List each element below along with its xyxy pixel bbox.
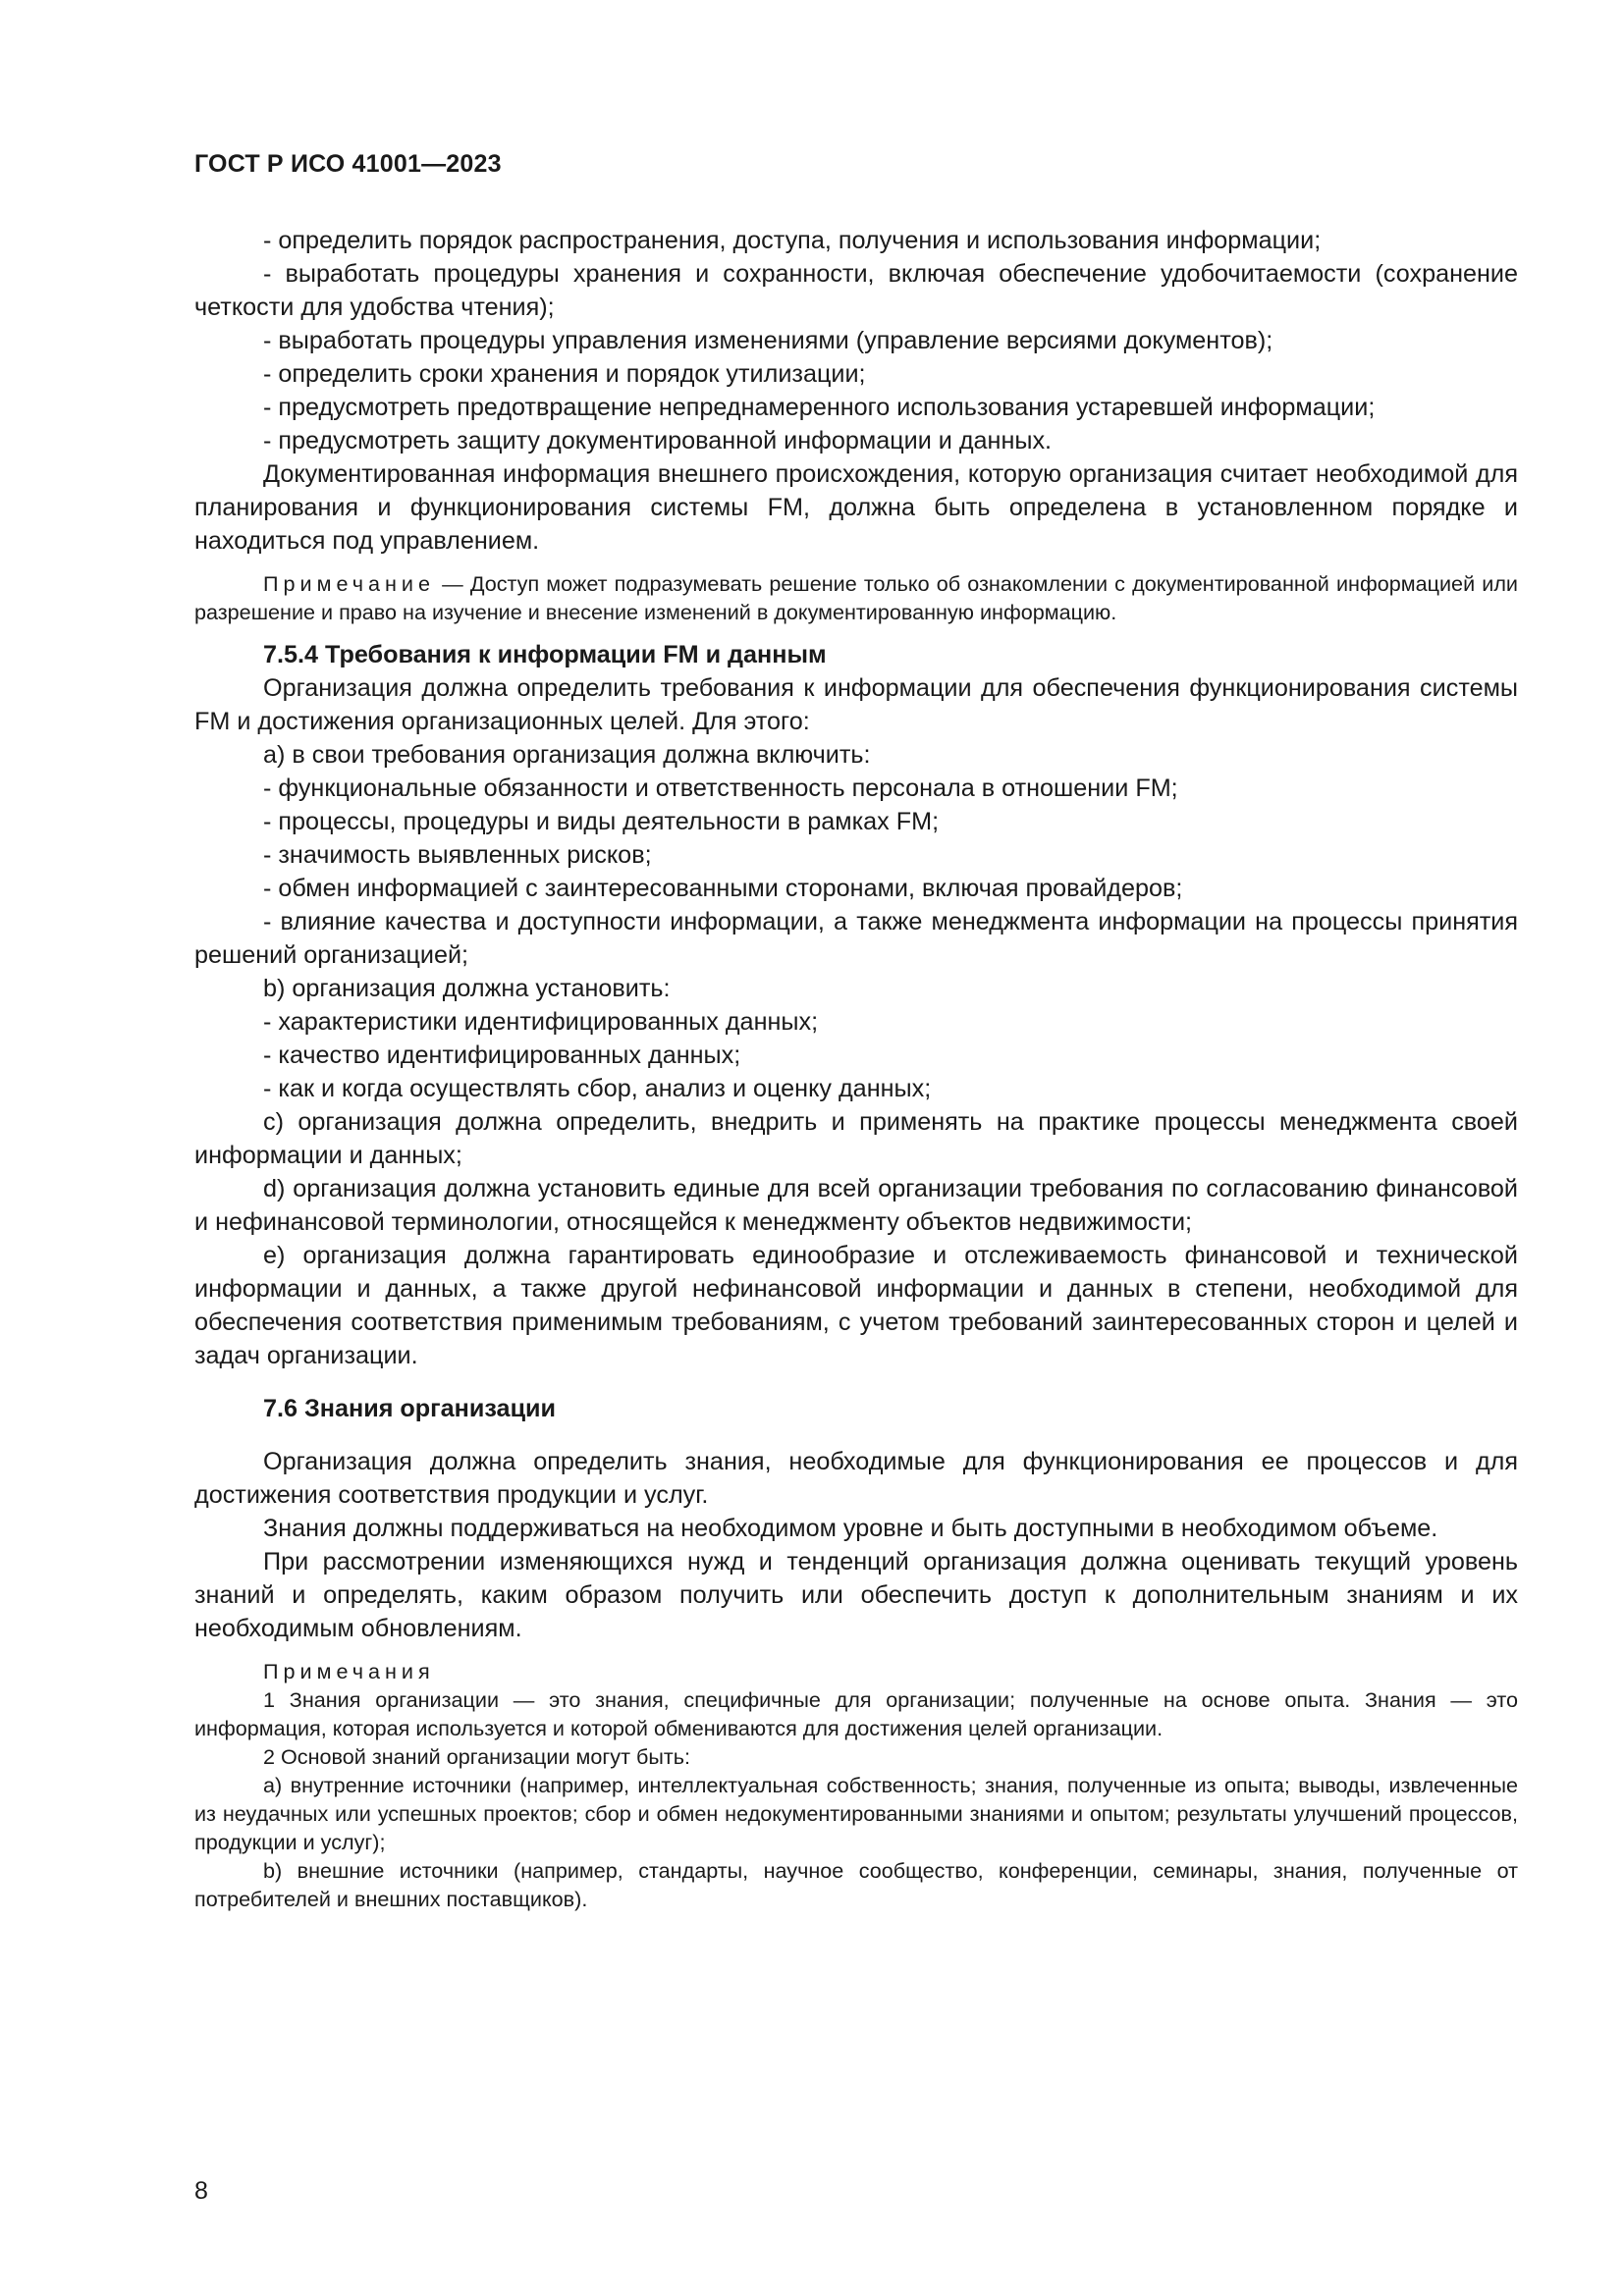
page-content — [194, 224, 1518, 1913]
list-item: - выработать процедуры хранения и сохранности, включая обеспечение удобочитаемости (сохранение четкости для удобства чтения); — [194, 260, 1518, 321]
list-item: - процессы, процедуры и виды деятельности в рамках FM; — [263, 808, 940, 835]
notes-label: Примечания — [263, 1659, 435, 1683]
note — [194, 569, 1518, 626]
list-item: - как и когда осуществлять сбор, анализ и оценку данных; — [263, 1075, 932, 1102]
list-item: - выработать процедуры управления изменениями (управление версиями документов); — [263, 327, 1273, 354]
note-item: а) внутренние источники (например, интеллектуальная собственность; знания, полученные из опыта; выводы, извлеченные из неудачных или успешных проектов; сбор и обмен недокументированными знаниями и опытом; результаты улучшений процессов, продукции и услуг); — [194, 1773, 1518, 1854]
section-heading-7-6: 7.6 Знания организации — [263, 1395, 557, 1422]
paragraph: Документированная информация внешнего происхождения, которую организация считает необходимой для планирования и функционирования системы FM, должна быть определена в установленном порядке и находиться под управлением. — [194, 460, 1518, 555]
note-text: — Доступ может подразумевать решение только об ознакомлении с документированной информацией или разрешение и право на изучение и внесение изменений в документированную информацию. — [194, 571, 1518, 624]
list-item: b) организация должна установить: — [263, 975, 671, 1002]
paragraph: Знания должны поддерживаться на необходимом уровне и быть доступными в необходимом объеме. — [263, 1515, 1438, 1542]
paragraph: При рассмотрении изменяющихся нужд и тенденций организация должна оценивать текущий уровень знаний и определять, каким образом получить или обеспечить доступ к дополнительным знаниям и их необходимым обновлениям. — [194, 1548, 1518, 1642]
note-item: b) внешние источники (например, стандарты, научное сообщество, конференции, семинары, знания, полученные от потребителей и внешних поставщиков). — [194, 1858, 1518, 1911]
paragraph: Организация должна определить знания, необходимые для функционирования ее процессов и для достижения соответствия продукции и услуг. — [194, 1448, 1518, 1509]
list-item: c) организация должна определить, внедрить и применять на практике процессы менеджмента своей информации и данных; — [194, 1108, 1518, 1169]
list-item: - функциональные обязанности и ответственность персонала в отношении FM; — [263, 774, 1178, 802]
note-item: 2 Основой знаний организации могут быть: — [263, 1744, 690, 1769]
paragraph: Организация должна определить требования к информации для обеспечения функционирования системы FM и достижения организационных целей. Для этого: — [194, 674, 1518, 735]
list-item: а) в свои требования организация должна включить: — [263, 741, 871, 769]
list-item: - характеристики идентифицированных данных; — [263, 1008, 819, 1036]
list-item: - обмен информацией с заинтересованными сторонами, включая провайдеров; — [263, 875, 1183, 902]
list-item: - определить порядок распространения, доступа, получения и использования информации; — [263, 227, 1322, 254]
list-item: d) организация должна установить единые для всей организации требования по согласованию финансовой и нефинансовой терминологии, относящейся к менеджменту объектов недвижимости; — [194, 1175, 1518, 1236]
document-header: ГОСТ Р ИСО 41001—2023 — [194, 150, 502, 178]
list-item: - предусмотреть защиту документированной информации и данных. — [263, 427, 1053, 454]
list-item: - влияние качества и доступности информации, а также менеджмента информации на процессы принятия решений организацией; — [194, 908, 1518, 969]
page-number: 8 — [194, 2177, 208, 2205]
list-item: - предусмотреть предотвращение непреднамеренного использования устаревшей информации; — [263, 394, 1376, 421]
section-heading-7-5-4: 7.5.4 Требования к информации FM и данным — [263, 641, 827, 668]
list-item: - определить сроки хранения и порядок утилизации; — [263, 360, 866, 388]
note-item: 1 Знания организации — это знания, специфичные для организации; полученные на основе опыта. Знания — это информация, которая используется и которой обмениваются для достижения целей организации. — [194, 1687, 1518, 1740]
list-item: e) организация должна гарантировать единообразие и отслеживаемость финансовой и технической информации и данных, а также другой нефинансовой информации и данных в степени, необходимой для обеспечения соответствия применимым требованиям, с учетом требований заинтересованных сторон и целей и задач организации. — [194, 1242, 1518, 1369]
list-item: - качество идентифицированных данных; — [263, 1041, 741, 1069]
note-label: Примечание — [263, 571, 435, 596]
list-item: - значимость выявленных рисков; — [263, 841, 652, 869]
